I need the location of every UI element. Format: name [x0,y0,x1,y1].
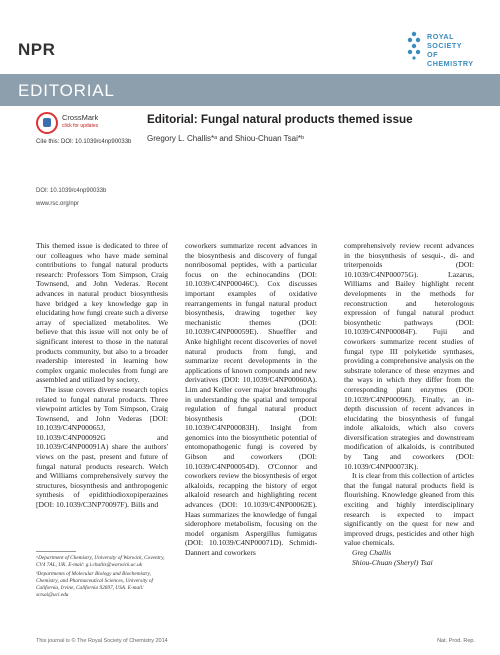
article-doi: DOI: 10.1039/c4np90033b [36,188,107,194]
body-column-1 [36,241,168,510]
footnote-b: ᵇDepartments of Molecular Biology and Biochemistry, Chemistry, and Pharmaceutical Sciences, University of California, Irvine, California 92697, USA. E-mail: sctsai@uci.edu [36,571,153,598]
journal-url[interactable]: www.rsc.org/npr [36,201,80,207]
body-column-3 [344,241,474,567]
paragraph: coworkers summarize recent advances in the biosynthesis and discovery of fungal nonribosomal peptides, with a particular focus on the echinocandins (DOI: 10.1039/C4NP00046C). Cox discusses important examples of oxidative rearrangements in fungal natural product biosynthesis, drawing together key mechanistic themes (DOI: 10.1039/C4NP00059E). Shueffler and Anke highlight recent discoveries of novel natural products from fungi, and summarize recent developments in the applications of known compounds and new derivatives (DOI: 10.1039/C4NP00060A). Lim and Keller cover major breakthroughs in understanding the spatial and temporal regulation of fungal natural product biosynthesis (DOI: 10.1039/C4NP00083H). Insight from genomics into the biosynthetic potential of entomopathogenic fungi is covered by Gibson and coworkers (DOI: 10.1039/C4NP00054D). O'Connor and coworkers review the biosynthesis of ergot alkaloids, recapping the history of ergot alkaloid research and highlighting recent advances (DOI: 10.1039/C4NP00062E). Haas summarizes the knowledge of fungal siderophore metabolism, focusing on the model organism Aspergillus fumigatus (DOI: 10.1039/C4NP00071D). Schmidt-Dannert and coworkers [185,241,317,557]
body-column-2 [185,241,317,558]
section-label: EDITORIAL [18,81,115,100]
paragraph: This themed issue is dedicated to three of our colleagues who have made seminal contributions to fungal natural products research: Professors Tom Simpson, Craig Townsend, and John Vederas. Recent advances in natural product biosynthesis have bridged a key knowledge gap in elucidating how fungi create such a diverse array of specialized metabolites. We believe that this issue will not only be of significant interest to those in the natural products community, but also to a broader readership interested in learning how complex organic molecules from fungi are assembled and utilized by society. [36,241,168,385]
footnote-divider [36,551,76,552]
article-authors: Gregory L. Challis*ᵃ and Shiou-Chuan Tsai*ᵇ [147,134,305,143]
copyright-footer: This journal is © The Royal Society of Chemistry 2014 [36,638,168,644]
journal-name: NPR [18,40,56,59]
publisher-name-line2: OF CHEMISTRY [427,50,474,68]
paragraph: The issue covers diverse research topics related to fungal natural products. Three viewpoint articles by Tom Simpson, Craig Townsend, and John Vederas [DOI: 10.1039/C4NP00065J, 10.1039/C4NP00092G and 10.1039/C4NP00091A) share the authors' views on the past, present and future of fungal natural products research. Welch and Williams comprehensively survey the structures, biosynthesis and anthropogenic synthesis of epidithiodioxopiperazines [DOI: 10.1039/C3NP70097F). Bills and [36,384,168,510]
cite-line: Cite this: DOI: 10.1039/c4np90033b [36,139,132,145]
signature-challis: Greg Challis [352,548,392,557]
paragraph: comprehensively review recent advances in the biosynthesis of sesqui-, di- and triterpenoids (DOI: 10.1039/C4NP00075G). Lazarus, Williams and Bailey highlight recent developments in the methods for reconstruction and heterologous expression of fungal natural product biosynthetic pathways (DOI: 10.1039/C4NP00084F). Fujii and coworkers summarize recent studies of fungal type III polyketide synthases, providing a comprehensive analysis on the substrate tolerance of these enzymes and the ways in which they differ from the corresponding plant enzymes (DOI: 10.1039/C4NP00096J). Finally, an in-depth discussion of recent advances in elucidating the biosynthesis of fungal indole alkaloids, which also covers diversification strategies and downstream modification of alkaloids, is contributed by Tang and coworkers (DOI: 10.1039/C4NP00073K). [344,241,474,471]
rsc-logo-icon [405,30,423,60]
crossmark-subtitle: click for updates [62,123,99,129]
crossmark-badge[interactable] [36,110,116,136]
section-banner [0,74,500,106]
footnote-a: ᵃDepartment of Chemistry, University of Warwick, Coventry, CV4 7AL, UK. E-mail: g.l.challis@warwick.ac.uk [36,555,165,568]
crossmark-title: CrossMark [62,113,99,122]
publisher-logo [405,30,485,66]
journal-footer: Nat. Prod. Rep. [437,638,475,644]
crossmark-icon [36,112,58,134]
affiliation-footnotes [36,555,171,601]
publisher-name-line1: ROYAL SOCIETY [427,32,463,50]
paragraph: It is clear from this collection of articles that the fungal natural products field is flourishing. Knowledge gleaned from this exciting and highly interdisciplinary research is expected to impact significantly on the quest for new and improved drugs, pesticides and other high value chemicals. [344,471,474,548]
article-title: Editorial: Fungal natural products themed issue [147,113,413,126]
signature-tsai: Shiou-Chuan (Sheryl) Tsai [352,557,433,567]
